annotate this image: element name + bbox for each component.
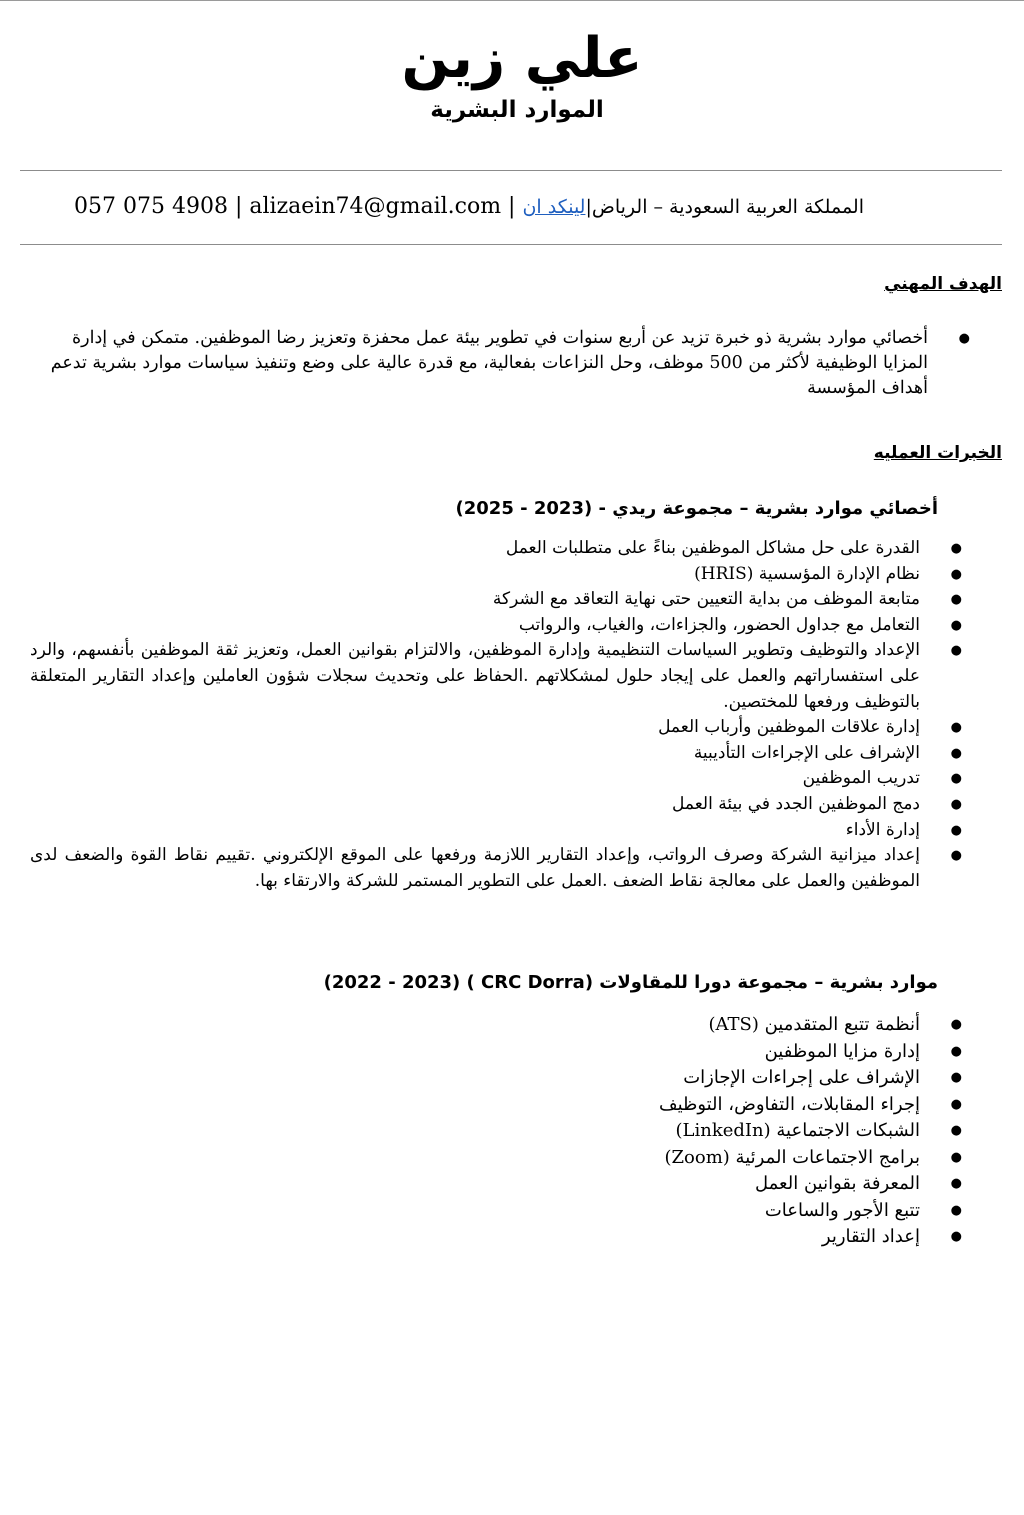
bullet-icon: ● [950,1017,962,1032]
linkedin-link[interactable]: لينكد ان [522,196,586,218]
list-item [30,1039,962,1066]
list-item [30,715,962,741]
list-item [30,1118,962,1145]
duty-text: الإشراف على الإجراءات التأديبية [693,742,920,763]
list-item [30,741,962,767]
objective-list [32,326,970,401]
email-text: alizaein74@gmail.com [249,194,502,219]
bullet-icon: ● [950,1229,962,1244]
duty-text: إعداد ميزانية الشركة وصرف الرواتب، وإعداد التقارير اللازمة ورفعها على الموقع الإلكتروني .تقييم نقاط القوة والضعف لدى الموظفين والعمل على معالجة نقاط الضعف .العمل على التطوير المستمر للشركة والارتقاء بها. [30,845,920,891]
contact-line [74,190,864,224]
skill-text: برامج الاجتماعات المرئية (Zoom) [664,1146,920,1168]
list-item [30,587,962,613]
list-item [30,613,962,639]
skill-text: الإشراف على إجراءات الإجازات [683,1067,920,1088]
candidate-name: علي زين [401,26,643,91]
job-field-title: الموارد البشرية [430,97,604,123]
divider-top [20,170,1002,171]
duty-text: إدارة الأداء [845,819,920,840]
bullet-icon: ● [950,1096,962,1112]
list-item [30,818,962,844]
contact-separator: | [501,194,523,219]
bullet-icon: ● [950,1176,962,1191]
list-item [30,562,962,588]
list-item [30,1171,962,1198]
list-item [30,843,962,894]
skill-text: الشبكات الاجتماعية (LinkedIn) [675,1120,920,1141]
list-item [30,1065,962,1092]
top-border [0,0,1024,1]
bullet-icon: ● [950,848,962,864]
duty-text: الإعداد والتوظيف وتطوير السياسات التنظيمية وإدارة الموظفين، والالتزام بقوانين العمل، وتعزيز ثقة الموظفين بأنفسهم، والرد على استفساراتهم والعمل على إيجاد حلول لمشكلاتهم .الحفاظ على وتحديث سجلات شؤون العاملين وإعداد التقارير المتعلقة بالتوظيف ورفعها للمختصين. [30,640,920,712]
job-skills-list [30,1012,962,1251]
skill-text: أنظمة تتبع المتقدمين (ATS) [708,1014,920,1035]
objective-heading: الهدف المهني [884,274,1002,294]
bullet-icon: ● [950,592,962,608]
list-item [30,638,962,715]
location-text: المملكة العربية السعودية – الرياض| [585,196,864,218]
phone-text: 057 075 4908 [74,194,228,219]
skill-text: المعرفة بقوانين العمل [755,1173,920,1194]
bullet-icon: ● [950,1070,962,1085]
duty-text: متابعة الموظف من بداية التعيين حتى نهاية التعاقد مع الشركة [492,589,920,610]
bullet-icon: ● [950,1202,962,1218]
bullet-icon: ● [950,1123,962,1138]
list-item [30,766,962,792]
list-item [30,1145,962,1172]
bullet-icon: ● [950,1149,962,1165]
skill-text: تتبع الأجور والساعات [764,1199,920,1221]
duty-text: تدريب الموظفين [802,768,920,789]
job-title: موارد بشرية – مجموعة دورا للمقاولات (CRC Dorra ) (2022 - 2023) [323,972,938,993]
list-item [30,1198,962,1225]
bullet-icon: ● [950,796,962,812]
bullet-icon: ● [950,541,962,556]
list-item [30,1012,962,1039]
list-item [30,1224,962,1251]
job-title: أخصائي موارد بشرية – مجموعة ريدي - (2023 - 2025) [455,498,938,519]
bullet-icon: ● [950,643,962,659]
bullet-icon: ● [950,822,962,838]
bullet-icon: ● [950,1043,962,1059]
bullet-icon: ● [950,720,962,736]
bullet-icon: ● [950,566,962,582]
bullet-icon: ● [958,331,970,346]
skill-text: إجراء المقابلات، التفاوض، التوظيف [658,1093,920,1115]
experience-heading: الخبرات العمليه [873,443,1002,463]
list-item [30,1092,962,1119]
objective-text: أخصائي موارد بشرية ذو خبرة تزيد عن أربع سنوات في تطوير بيئة عمل محفزة وتعزيز رضا الموظفين. متمكن في إدارة المزايا الوظيفية لأكثر من 500 موظف، وحل النزاعات بفعالية، مع قدرة عالية على وضع وتنفيذ سياسات موارد بشرية تدعم أهداف المؤسسة [50,328,928,398]
skill-text: إدارة مزايا الموظفين [764,1040,920,1062]
list-item [32,326,970,401]
bullet-icon: ● [950,771,962,787]
duty-text: التعامل مع جداول الحضور، والجزاءات، والغياب، والرواتب [518,614,920,635]
bullet-icon: ● [950,617,962,633]
skill-text: إعداد التقارير [821,1226,920,1247]
divider-bottom [20,244,1002,245]
duty-text: دمج الموظفين الجدد في بيئة العمل [672,793,920,814]
list-item [30,792,962,818]
duty-text: نظام الإدارة المؤسسية (HRIS) [694,563,920,584]
contact-separator: | [227,194,250,219]
duty-text: إدارة علاقات الموظفين وأرباب العمل [658,717,920,738]
list-item [30,536,962,562]
duty-text: القدرة على حل مشاكل الموظفين بناءً على متطلبات العمل [505,538,920,558]
job-duties-list [30,536,962,894]
bullet-icon: ● [950,745,962,761]
